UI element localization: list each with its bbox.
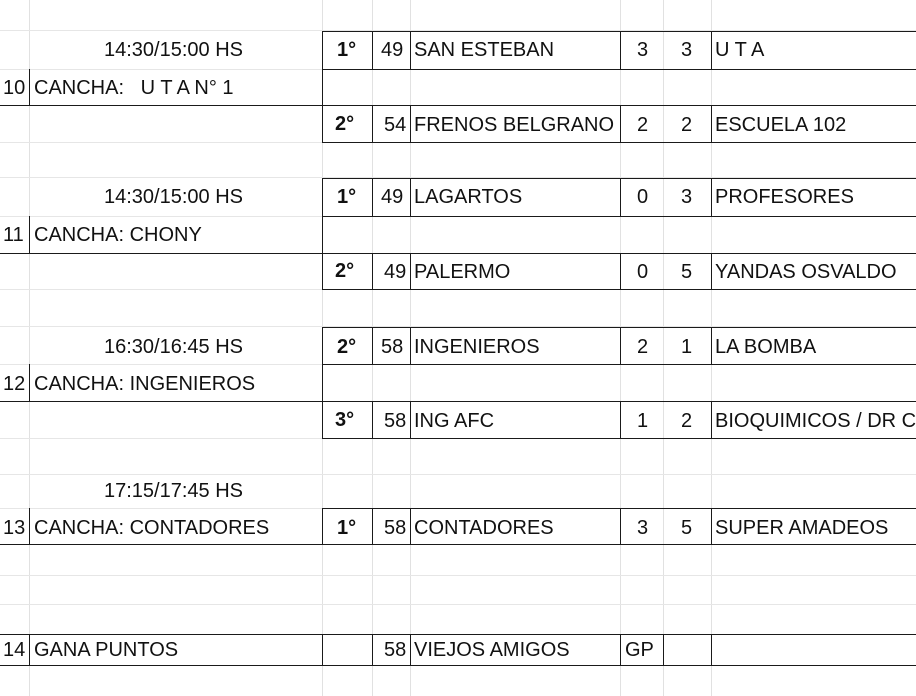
- team-a-cell[interactable]: FRENOS BELGRANO: [414, 114, 615, 136]
- category-cell[interactable]: 58: [381, 336, 404, 358]
- category-cell[interactable]: 58: [384, 639, 407, 661]
- team-b-cell[interactable]: U T A: [715, 39, 765, 61]
- team-b-cell[interactable]: PROFESORES: [715, 186, 854, 208]
- row-number-cell[interactable]: 13: [3, 517, 26, 539]
- team-b-cell[interactable]: LA BOMBA: [715, 336, 817, 358]
- score-a-cell[interactable]: 2: [637, 114, 649, 136]
- score-a-cell[interactable]: 0: [637, 261, 649, 283]
- score-b-cell[interactable]: 5: [681, 261, 693, 283]
- cancha-cell[interactable]: CANCHA: U T A N° 1: [34, 77, 234, 99]
- team-a-cell[interactable]: PALERMO: [414, 261, 511, 283]
- score-b-cell[interactable]: 5: [681, 517, 693, 539]
- score-b-cell[interactable]: 3: [681, 39, 693, 61]
- category-cell[interactable]: 49: [384, 261, 407, 283]
- category-cell[interactable]: 58: [384, 410, 407, 432]
- cancha-cell[interactable]: CANCHA: INGENIEROS: [34, 373, 256, 395]
- position-cell[interactable]: 2°: [335, 113, 355, 135]
- row-number-cell[interactable]: 10: [3, 77, 26, 99]
- team-a-cell[interactable]: INGENIEROS: [414, 336, 540, 358]
- team-a-cell[interactable]: CONTADORES: [414, 517, 554, 539]
- team-a-cell[interactable]: ING AFC: [414, 410, 495, 432]
- team-a-cell[interactable]: SAN ESTEBAN: [414, 39, 555, 61]
- position-cell[interactable]: 1°: [337, 186, 357, 208]
- row-number-cell[interactable]: 14: [3, 639, 26, 661]
- score-a-cell[interactable]: 1: [637, 410, 649, 432]
- score-b-cell[interactable]: 1: [681, 336, 693, 358]
- score-b-cell[interactable]: 2: [681, 410, 693, 432]
- score-b-cell[interactable]: 3: [681, 186, 693, 208]
- cancha-cell[interactable]: CANCHA: CONTADORES: [34, 517, 270, 539]
- gana-puntos-label-cell[interactable]: GANA PUNTOS: [34, 639, 179, 661]
- cancha-cell[interactable]: CANCHA: CHONY: [34, 224, 202, 246]
- category-cell[interactable]: 49: [381, 186, 404, 208]
- category-cell[interactable]: 58: [384, 517, 407, 539]
- time-cell[interactable]: 16:30/16:45 HS: [104, 336, 243, 358]
- category-cell[interactable]: 49: [381, 39, 404, 61]
- team-b-cell[interactable]: SUPER AMADEOS: [715, 517, 889, 539]
- row-number-cell[interactable]: 12: [3, 373, 26, 395]
- score-b-cell[interactable]: 2: [681, 114, 693, 136]
- category-cell[interactable]: 54: [384, 114, 407, 136]
- team-cell[interactable]: VIEJOS AMIGOS: [414, 639, 570, 661]
- result-cell[interactable]: GP: [625, 639, 654, 661]
- team-b-cell[interactable]: BIOQUIMICOS / DR C: [715, 410, 916, 432]
- score-a-cell[interactable]: 2: [637, 336, 649, 358]
- time-cell[interactable]: 14:30/15:00 HS: [104, 186, 243, 208]
- position-cell[interactable]: 2°: [335, 260, 355, 282]
- time-cell[interactable]: 14:30/15:00 HS: [104, 39, 243, 61]
- position-cell[interactable]: 1°: [337, 517, 357, 539]
- team-b-cell[interactable]: YANDAS OSVALDO: [715, 261, 897, 283]
- position-cell[interactable]: 1°: [337, 39, 357, 61]
- score-a-cell[interactable]: 0: [637, 186, 649, 208]
- row-number-cell[interactable]: 11: [3, 224, 24, 246]
- score-a-cell[interactable]: 3: [637, 517, 649, 539]
- score-a-cell[interactable]: 3: [637, 39, 649, 61]
- team-b-cell[interactable]: ESCUELA 102: [715, 114, 847, 136]
- time-cell[interactable]: 17:15/17:45 HS: [104, 480, 243, 502]
- team-a-cell[interactable]: LAGARTOS: [414, 186, 523, 208]
- position-cell[interactable]: 3°: [335, 409, 355, 431]
- position-cell[interactable]: 2°: [337, 336, 357, 358]
